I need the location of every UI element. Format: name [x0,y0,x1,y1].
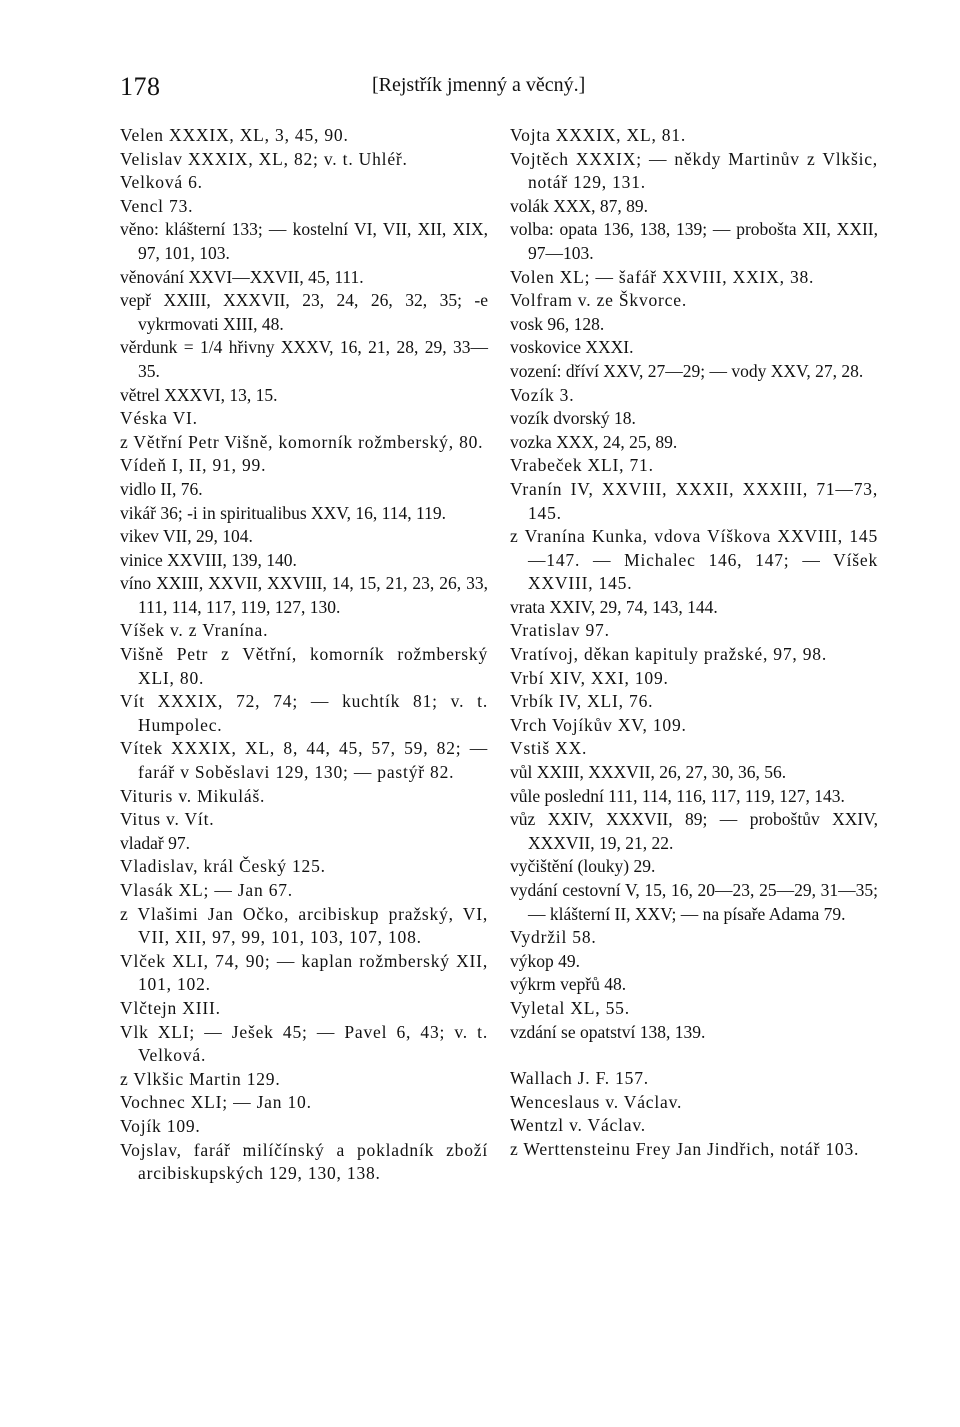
index-entry: Wenceslaus v. Václav. [510,1091,683,1112]
index-entry: volba: opata 136, 138, 139; — probošta XII, XXII, 97—103. [510,219,878,263]
index-entry: volák XXX, 87, 89. [510,195,649,216]
index-entry: Vítek XXXIX, XL, 8, 44, 45, 57, 59, 82; — farář v Soběslavi 129, 130; — pastýř 82. [120,738,488,783]
index-entry: vozík dvorský 18. [510,408,636,429]
running-title: [Rejstřík jmenný a věcný.] [372,74,586,96]
index-entry: Vlasák XL; — Jan 67. [120,880,293,900]
index-entry: Vlk XLI; — Ješek 45; — Pavel 6, 43; v. t. Velková. [120,1021,488,1066]
index-entry: vůz XXIV, XXXVII, 89; — proboštův XXIV, XXXVII, 19, 21, 22. [510,809,878,853]
index-entry: Vstiš XX. [510,738,588,759]
index-entry: Velková 6. [120,172,203,193]
index-entry: výkop 49. [510,950,580,971]
index-entry: Volen XL; — šafář XXVIII, XXIX, 38. [510,266,815,287]
index-entry: Vlček XLI, 74, 90; — kaplan rožmberský XII, 101, 102. [120,950,488,995]
index-entry: Vojtěch XXXIX; — někdy Martinův z Vlkšic, notář 129, 131. [510,148,878,193]
index-entry: Velislav XXXIX, XL, 82; v. t. Uhléř. [120,148,408,169]
page-header [120,72,880,108]
index-entry: z Vlkšic Martin 129. [120,1068,281,1089]
index-entry: Vrbík IV, XLI, 76. [510,691,654,712]
index-entry: Víšek v. z Vranína. [120,620,269,641]
index-entry: větrel XXXVI, 13, 15. [120,384,278,405]
index-entry: vosk 96, 128. [510,313,605,334]
index-entry: Vozík 3. [510,384,575,405]
index-entry: Vratívoj, děkan kapituly pražské, 97, 98. [510,644,828,665]
index-entry: výkrm vepřů 48. [510,974,627,995]
index-entry: Vojslav, farář milíčínský a pokladník zboží arcibiskupských 129, 130, 138. [120,1139,488,1184]
index-entry: Vídeň I, II, 91, 99. [120,455,267,476]
index-entry: Vencl 73. [120,195,194,216]
index-entry: vladař 97. [120,832,190,853]
index-entry: Vitus v. Vít. [120,809,215,830]
index-entry: vůl XXIII, XXXVII, 26, 27, 30, 36, 56. [510,762,787,783]
index-entry: Vranín IV, XXVIII, XXXII, XXXIII, 71—73, 145. [510,478,878,523]
index-entry: Vituris v. Mikuláš. [120,785,266,806]
index-entry: vozka XXX, 24, 25, 89. [510,431,678,452]
index-entry: víno XXIII, XXVII, XXVIII, 14, 15, 21, 23, 26, 33, 111, 114, 117, 119, 127, 130. [120,573,488,617]
index-entry: vyčištění (louky) 29. [510,856,656,877]
index-entry: Vratislav 97. [510,620,610,641]
index-entry: z Větřní Petr Višně, komorník rožmberský, 80. [120,431,484,452]
index-entry: Vydržil 58. [510,927,597,948]
index-entry: Vlčtejn XIII. [120,997,221,1018]
index-entry: vzdání se opatství 138, 139. [510,1021,706,1042]
index-entry: z Vlašimi Jan Očko, arcibiskup pražský, VI, VII, XII, 97, 99, 101, 103, 107, 108. [120,903,488,948]
index-entry: vydání cestovní V, 15, 16, 20—23, 25—29, 31—35; — klášterní II, XXV; — na písaře Adama 79. [510,880,878,924]
index-entry: vikář 36; -i in spiritualibus XXV, 16, 114, 119. [120,502,447,523]
index-entry: z Vranína Kunka, vdova Víškova XXVIII, 145—147. — Michalec 146, 147; — Víšek XXVIII, 145. [510,526,878,594]
index-entry: vikev VII, 29, 104. [120,526,253,547]
index-column-left [120,124,488,1186]
index-entry: Vrabeček XLI, 71. [510,455,654,476]
index-entry: věrdunk = 1/4 hřivny XXXV, 16, 21, 28, 29, 33—35. [120,337,488,381]
index-entry: voskovice XXXI. [510,337,634,358]
index-entry: vození: dříví XXV, 27—29; — vody XXV, 27, 28. [510,360,864,381]
index-entry: Wallach J. F. 157. [510,1068,649,1089]
index-entry: vrata XXIV, 29, 74, 143, 144. [510,596,718,617]
index-entry: vidlo II, 76. [120,478,203,499]
index-entry: Vrch Vojíkův XV, 109. [510,714,687,735]
index-entry: Volfram v. ze Škvorce. [510,290,687,311]
index-entry: Vochnec XLI; — Jan 10. [120,1092,312,1113]
index-column-right [510,124,878,1162]
index-entry: Vojta XXXIX, XL, 81. [510,125,687,145]
index-entry: Velen XXXIX, XL, 3, 45, 90. [120,125,349,145]
index-entry: Višně Petr z Větřní, komorník rožmberský XLI, 80. [120,644,488,688]
index-entry: Wentzl v. Václav. [510,1115,646,1136]
index-entry: Vrbí XIV, XXI, 109. [510,667,669,688]
index-entry: vinice XXVIII, 139, 140. [120,549,297,570]
index-entry: věno: klášterní 133; — kostelní VI, VII, XII, XIX, 97, 101, 103. [120,219,488,263]
index-entry: Vít XXXIX, 72, 74; — kuchtík 81; v. t. Humpolec. [120,691,488,735]
index-entry: Vladislav, král Český 125. [120,856,326,877]
page-number: 178 [120,72,161,101]
index-entry: věnování XXVI—XXVII, 45, 111. [120,266,364,287]
index-entry: vůle poslední 111, 114, 116, 117, 119, 127, 143. [510,785,845,806]
index-entry: Vojík 109. [120,1115,201,1136]
index-entry: vepř XXIII, XXXVII, 23, 24, 26, 32, 35; -e vykrmovati XIII, 48. [120,290,488,334]
index-entry: Vyletal XL, 55. [510,997,630,1018]
section-gap [510,1044,878,1067]
index-entry: z Werttensteinu Frey Jan Jindřich, notář 103. [510,1138,860,1159]
index-entry: Véska VI. [120,408,198,429]
